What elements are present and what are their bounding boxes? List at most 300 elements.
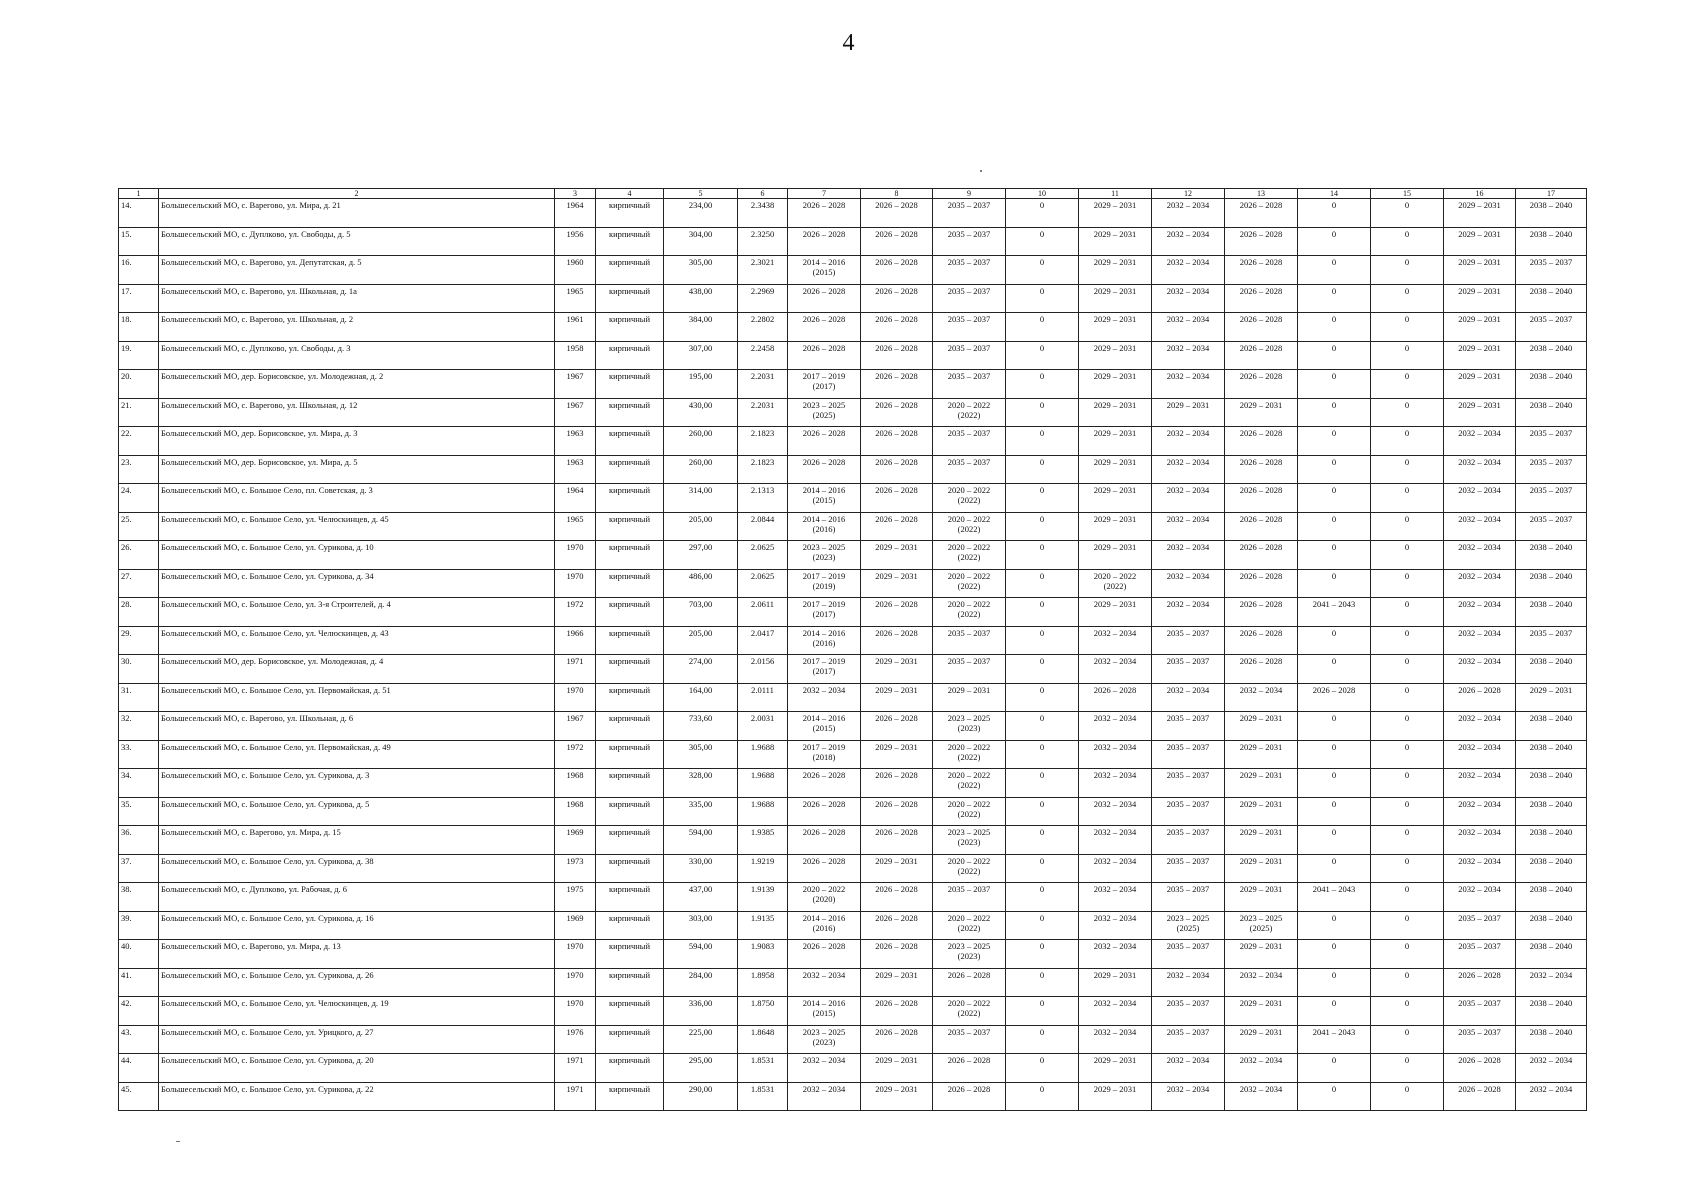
cell-text: 336,00 [688,998,713,1008]
value-cell [1371,512,1444,541]
area-cell [664,199,738,228]
index-cell [738,427,788,456]
value-cell [1006,455,1079,484]
cell-text: кирпичный [608,342,651,353]
cell-text: 438,00 [688,285,713,296]
cell-text: 2032 – 2034 [1166,285,1210,296]
period-cell [933,256,1006,285]
cell-text: 2038 – 2040 [1529,399,1573,410]
cell-text: кирпичный [608,570,651,581]
period-cell [1444,997,1516,1026]
cell-text: 2026 – 2028 [875,713,918,723]
cell-text: 486,00 [688,570,713,581]
period-cell [1444,598,1516,627]
cell-text: 2017 – 2019 [802,741,846,752]
cell-text: Большесельский МО, с. Варегово, ул. Депутатская, д. 5 [161,257,362,267]
cell-text: 2026 – 2028 [947,969,991,980]
cell-text: 2026 – 2028 [875,912,918,923]
value-cell [1371,484,1444,513]
cell-text: 2029 – 2031 [1458,371,1501,381]
value-cell [1006,484,1079,513]
period-cell [788,883,861,912]
cell-text: 2035 – 2037 [1166,741,1210,752]
period-cell [1444,911,1516,940]
cell-text: 1.9688 [750,770,775,780]
period-cell [933,655,1006,684]
material-cell [596,740,664,769]
cell-text: 2029 – 2031 [875,570,918,581]
period-cell [1444,940,1516,969]
period-cell [1152,883,1225,912]
period-cell [1516,455,1587,484]
period-cell [1079,854,1152,883]
period-cell [1298,626,1371,655]
cell-text: кирпичный [608,684,651,695]
year-cell [555,341,596,370]
year-cell [555,484,596,513]
material-cell [596,911,664,940]
period-cell [1298,398,1371,427]
period-cell [1516,626,1587,655]
cell-text: 2014 – 2016 [802,627,846,638]
period-cell [1444,484,1516,513]
period-cell [1444,826,1516,855]
period-cell [788,854,861,883]
cell-text: кирпичный [608,428,651,438]
cell-text: 1964 [566,485,584,495]
period-cell [1516,598,1587,627]
period-cell [1516,427,1587,456]
address-cell [159,626,555,655]
cell-text: 0 [1039,542,1045,552]
period-cell [1225,1054,1298,1083]
cell-text: 2014 – 2016 [802,912,846,923]
index-cell [738,626,788,655]
cell-text: кирпичный [608,485,651,495]
cell-text: 2023 – 2025 [1239,912,1283,923]
period-cell [933,712,1006,741]
cell-text: кирпичный [608,513,651,524]
cell-text: 2026 – 2028 [1458,684,1501,695]
table-row [119,541,1587,570]
address-cell [159,1054,555,1083]
cell-text: 2032 – 2034 [1458,599,1501,609]
cell-text: Большесельский МО, с. Большое Село, ул. Сурикова, д. 38 [161,855,374,866]
period-cell [1079,227,1152,256]
cell-text: 2029 – 2031 [1458,200,1501,210]
cell-text: 2029 – 2031 [947,684,991,695]
row-number [119,284,159,313]
cell-text: Большесельский МО, с. Варегово, ул. Школьная, д. 6 [161,713,354,723]
period-cell [933,740,1006,769]
value-cell [1006,1054,1079,1083]
period-cell [788,826,861,855]
period-cell [1444,341,1516,370]
value-cell [1006,940,1079,969]
cell-text: 0 [1039,998,1045,1008]
material-cell [596,227,664,256]
cell-text: 0 [1331,627,1337,638]
cell-text: 2038 – 2040 [1529,770,1573,780]
period-cell [1225,712,1298,741]
cell-text: 164,00 [688,684,713,695]
cell-text: 2032 – 2034 [1166,1055,1210,1065]
cell-text: 2035 – 2037 [1166,798,1210,809]
cell-text: 2038 – 2040 [1529,656,1573,666]
cell-text: 2035 – 2037 [1166,827,1210,837]
cell-text: 297,00 [688,542,713,552]
cell-text: 2029 – 2031 [1239,827,1283,837]
table-row [119,940,1587,969]
cell-text: 2026 – 2028 [875,827,918,837]
row-number [119,655,159,684]
cell-text: 2038 – 2040 [1529,371,1573,381]
table-row [119,569,1587,598]
year-cell [555,940,596,969]
cell-text: 0 [1039,1055,1045,1065]
cell-text: 1975 [566,884,584,894]
cell-text: 2026 – 2028 [802,200,846,210]
cell-text: 0 [1039,1083,1045,1094]
table-row [119,740,1587,769]
cell-text: 1969 [566,912,584,923]
cell-text: 23. [121,456,132,467]
cell-text: кирпичный [608,941,651,951]
period-cell [861,227,933,256]
cell-text: 0 [1404,912,1410,923]
cell-text: 0 [1039,627,1045,638]
cell-text: Большесельский МО, дер. Борисовское, ул. Мира, д. 3 [161,428,358,438]
period-cell [1225,427,1298,456]
area-cell [664,940,738,969]
period-cell [1298,1082,1371,1111]
cell-text: 0 [1039,428,1045,438]
period-cell [1152,541,1225,570]
period-cell [861,370,933,399]
period-cell [1079,512,1152,541]
cell-text: кирпичный [608,399,651,410]
period-cell [1079,655,1152,684]
cell-text: 2029 – 2031 [1239,1026,1283,1037]
cell-text: 36. [121,827,132,837]
address-cell [159,227,555,256]
cell-text: 2035 – 2037 [947,1026,991,1037]
period-cell [1225,940,1298,969]
column-header: 6 [738,189,788,199]
cell-text: 2023 – 2025 [802,542,846,552]
period-cell [1516,569,1587,598]
cell-text: 26. [121,542,132,552]
row-number [119,683,159,712]
cell-text: 2032 – 2034 [1166,485,1210,495]
material-cell [596,826,664,855]
period-cell [788,740,861,769]
period-cell [1152,398,1225,427]
period-cell [1444,370,1516,399]
year-cell [555,883,596,912]
period-cell [788,626,861,655]
period-cell [1444,1025,1516,1054]
period-cell [1079,626,1152,655]
cell-text: 2038 – 2040 [1529,741,1573,752]
cell-text: 2.0625 [750,542,775,552]
cell-text: 1970 [566,542,584,552]
cell-text: 0 [1404,314,1410,324]
cell-text: 0 [1039,200,1045,210]
period-cell [1225,256,1298,285]
cell-text: 2.0417 [750,627,775,638]
cell-text: Большесельский МО, с. Дуплково, ул. Рабочая, д. 6 [161,884,348,894]
period-cell [788,997,861,1026]
period-cell [861,968,933,997]
period-cell [1152,569,1225,598]
cell-subtext: (2022) [957,495,981,505]
cell-text: 305,00 [688,257,713,267]
period-cell [1225,1082,1298,1111]
cell-text: 328,00 [688,770,713,780]
table-row [119,712,1587,741]
period-cell [861,484,933,513]
period-cell [1298,683,1371,712]
row-number [119,1054,159,1083]
cell-text: 19. [121,342,132,353]
period-cell [861,883,933,912]
year-cell [555,541,596,570]
material-cell [596,1082,664,1111]
cell-text: 27. [121,570,132,581]
value-cell [1006,398,1079,427]
period-cell [1079,569,1152,598]
period-cell [1152,512,1225,541]
cell-text: 2035 – 2037 [1529,456,1573,467]
area-cell [664,968,738,997]
cell-text: 2026 – 2028 [802,827,846,837]
period-cell [861,598,933,627]
period-cell [861,455,933,484]
value-cell [1371,284,1444,313]
index-cell [738,512,788,541]
cell-text: 2038 – 2040 [1529,599,1573,609]
year-cell [555,683,596,712]
cell-text: 0 [1404,200,1410,210]
table-row [119,484,1587,513]
cell-text: 1.9688 [750,798,775,809]
index-cell [738,1082,788,1111]
cell-text: 2014 – 2016 [802,257,846,267]
cell-text: 314,00 [688,485,713,495]
address-cell [159,455,555,484]
value-cell [1006,883,1079,912]
cell-text: 0 [1039,456,1045,467]
period-cell [1152,1054,1225,1083]
year-cell [555,740,596,769]
cell-text: 2038 – 2040 [1529,200,1573,210]
cell-text: 2032 – 2034 [1093,912,1137,923]
cell-text: Большесельский МО, дер. Борисовское, ул. Молодежная, д. 2 [161,371,384,381]
cell-text: 2032 – 2034 [1239,969,1283,980]
column-header: 3 [555,189,596,199]
cell-text: кирпичный [608,713,651,723]
period-cell [788,484,861,513]
cell-text: 733,60 [688,713,713,723]
cell-text: кирпичный [608,770,651,780]
cell-text: 2.1823 [750,456,775,467]
cell-text: 2029 – 2031 [1093,599,1137,609]
table-body [119,199,1587,1111]
cell-text: 2020 – 2022 [947,798,991,809]
period-cell [1298,655,1371,684]
cell-text: 0 [1039,257,1045,267]
material-cell [596,370,664,399]
period-cell [933,968,1006,997]
cell-text: 2032 – 2034 [1458,428,1501,438]
cell-text: 1.9385 [750,827,775,837]
cell-text: 2035 – 2037 [1529,485,1573,495]
cell-text: 2041 – 2043 [1312,599,1356,609]
cell-text: 2029 – 2031 [1458,228,1501,239]
period-cell [1079,940,1152,969]
period-cell [861,683,933,712]
column-header: 13 [1225,189,1298,199]
period-cell [1079,997,1152,1026]
cell-text: 290,00 [688,1083,713,1094]
address-cell [159,341,555,370]
period-cell [861,1082,933,1111]
period-cell [1079,398,1152,427]
cell-text: 2035 – 2037 [1458,941,1501,951]
cell-text: 0 [1039,599,1045,609]
cell-text: 2038 – 2040 [1529,798,1573,809]
area-cell [664,854,738,883]
cell-text: 2032 – 2034 [1458,456,1501,467]
cell-text: 0 [1404,1055,1410,1065]
period-cell [861,769,933,798]
row-number [119,769,159,798]
period-cell [933,683,1006,712]
value-cell [1371,626,1444,655]
cell-text: Большесельский МО, с. Варегово, ул. Школьная, д. 1а [161,285,357,296]
cell-text: 2035 – 2037 [1529,627,1573,638]
material-cell [596,256,664,285]
cell-text: 2032 – 2034 [1093,627,1137,638]
period-cell [1516,854,1587,883]
row-number [119,797,159,826]
cell-subtext: (2018) [812,751,836,762]
cell-text: Большесельский МО, с. Большое Село, ул. Урицкого, д. 27 [161,1026,374,1037]
cell-text: 0 [1039,570,1045,581]
row-number [119,854,159,883]
cell-text: 2038 – 2040 [1529,912,1573,923]
cell-text: 1970 [566,570,584,581]
cell-text: 1967 [566,371,584,381]
cell-text: 2026 – 2028 [875,485,918,495]
column-header: 12 [1152,189,1225,199]
cell-text: 2035 – 2037 [1166,656,1210,666]
cell-text: 2032 – 2034 [1166,513,1210,524]
cell-text: кирпичный [608,741,651,752]
index-cell [738,1054,788,1083]
address-cell [159,484,555,513]
cell-text: 2035 – 2037 [1166,884,1210,894]
value-cell [1006,199,1079,228]
cell-text: 2026 – 2028 [802,941,846,951]
period-cell [1516,398,1587,427]
cell-text: 2020 – 2022 [947,855,991,866]
address-cell [159,911,555,940]
cell-text: 2029 – 2031 [1093,314,1137,324]
row-number [119,598,159,627]
cell-text: 2026 – 2028 [1239,257,1283,267]
table-row [119,883,1587,912]
table-row [119,199,1587,228]
cell-text: 2035 – 2037 [1529,513,1573,524]
cell-text: 0 [1039,770,1045,780]
year-cell [555,911,596,940]
cell-text: 2035 – 2037 [1529,428,1573,438]
cell-text: 2026 – 2028 [802,285,846,296]
period-cell [1298,598,1371,627]
cell-text: 0 [1039,884,1045,894]
cell-text: 0 [1039,399,1045,410]
cell-text: 2026 – 2028 [875,513,918,524]
cell-text: 0 [1331,570,1337,581]
cell-text: 2032 – 2034 [1458,741,1501,752]
cell-text: 2026 – 2028 [875,998,918,1008]
period-cell [933,427,1006,456]
column-header: 11 [1079,189,1152,199]
cell-text: 2029 – 2031 [1093,399,1137,410]
area-cell [664,370,738,399]
value-cell [1006,712,1079,741]
cell-text: 2032 – 2034 [1166,599,1210,609]
cell-text: 1976 [566,1026,584,1037]
period-cell [1444,227,1516,256]
cell-text: 0 [1404,770,1410,780]
row-number [119,740,159,769]
period-cell [861,569,933,598]
cell-text: 2029 – 2031 [875,684,918,695]
cell-text: 2032 – 2034 [1458,513,1501,524]
cell-subtext: (2022) [957,751,981,762]
cell-text: 22. [121,428,132,438]
cell-text: 2020 – 2022 [947,542,991,552]
cell-text: 0 [1331,855,1337,866]
cell-text: 2017 – 2019 [802,599,846,609]
cell-text: 2026 – 2028 [1239,599,1283,609]
cell-text: 2026 – 2028 [875,342,918,353]
cell-text: 37. [121,855,132,866]
area-cell [664,512,738,541]
index-cell [738,256,788,285]
period-cell [861,313,933,342]
cell-text: 205,00 [688,513,713,524]
cell-subtext: (2025) [1249,922,1273,933]
table-row [119,911,1587,940]
cell-text: 2026 – 2028 [1239,314,1283,324]
address-cell [159,997,555,1026]
cell-text: 2020 – 2022 [947,770,991,780]
cell-text: 16. [121,257,132,267]
area-cell [664,626,738,655]
period-cell [1298,1025,1371,1054]
value-cell [1371,712,1444,741]
cell-text: 24. [121,485,132,495]
value-cell [1371,883,1444,912]
period-cell [788,512,861,541]
cell-text: 2032 – 2034 [1458,542,1501,552]
period-cell [1225,883,1298,912]
row-number [119,569,159,598]
